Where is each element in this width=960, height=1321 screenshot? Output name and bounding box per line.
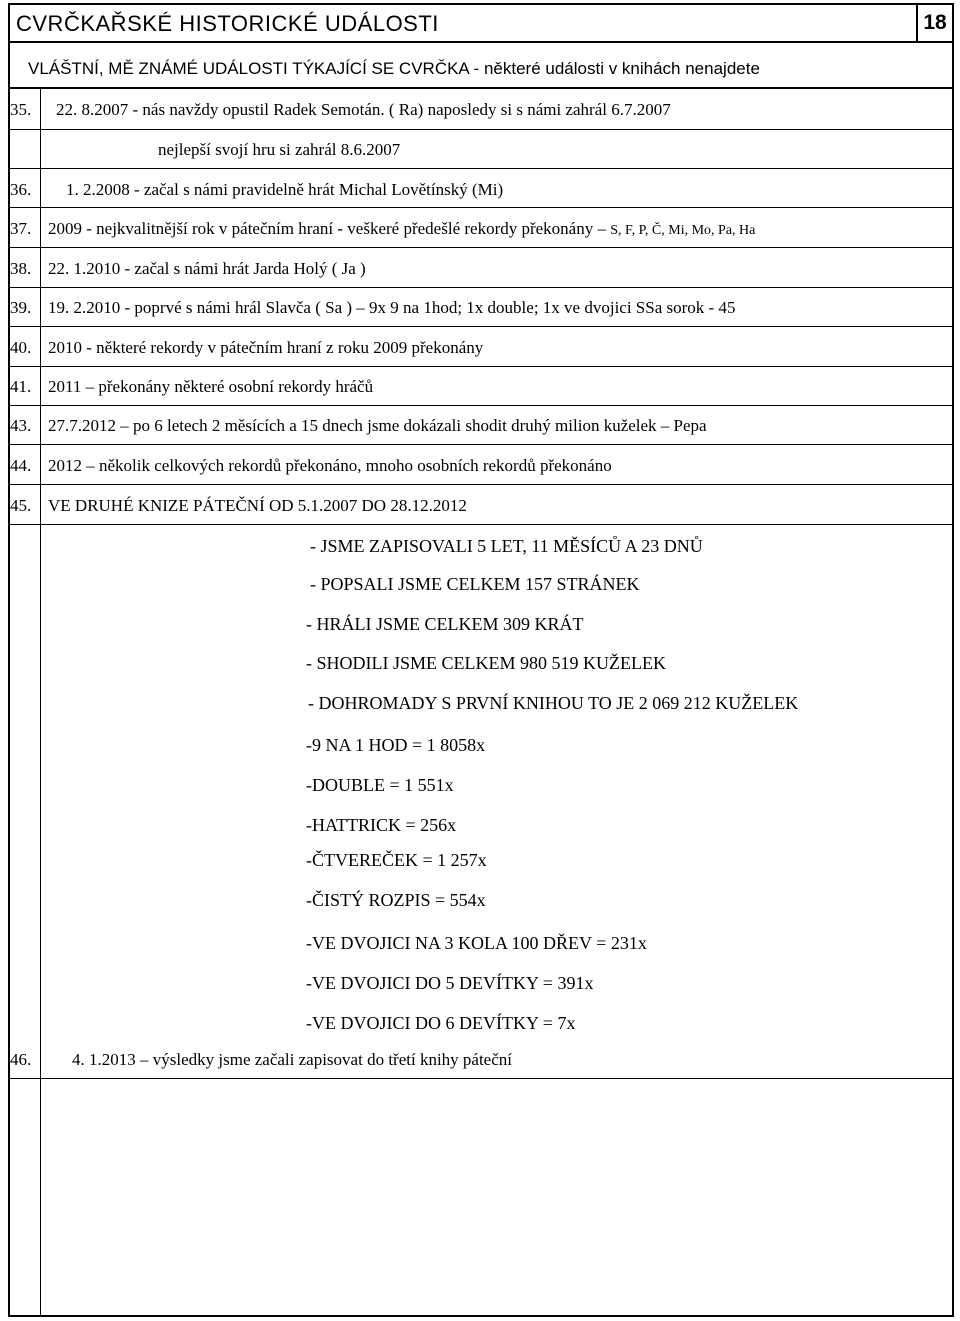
entry-text: 27.7.2012 – po 6 letech 2 měsících a 15 dnech jsme dokázali shodit druhý milion kuželek – Pepa: [48, 416, 707, 435]
column-divider: [40, 88, 41, 1317]
summary-line: -9 NA 1 HOD = 1 8058x: [306, 735, 486, 755]
summary-line: -VE DVOJICI DO 5 DEVÍTKY = 391x: [306, 973, 594, 993]
row-separator: [10, 247, 952, 248]
entry-number: 43.: [10, 416, 32, 435]
row-separator: [10, 287, 952, 288]
entry-text: 2011 – překonány některé osobní rekordy hráčů: [48, 377, 374, 396]
page-number-box: [916, 5, 952, 41]
entry-text: 22. 8.2007 - nás navždy opustil Radek Semotán. ( Ra) naposledy si s námi zahrál 6.7.2007: [56, 100, 671, 119]
row-separator: [10, 1078, 952, 1079]
summary-line: -VE DVOJICI DO 6 DEVÍTKY = 7x: [306, 1013, 576, 1033]
row-separator: [10, 366, 952, 367]
entry-number: 45.: [10, 496, 32, 515]
row-separator: [10, 326, 952, 327]
entry-text: [48, 219, 755, 239]
row-separator: [10, 405, 952, 406]
entry-number: 46.: [10, 1050, 32, 1069]
page-number: 18: [923, 11, 947, 34]
entry-number: 35.: [10, 100, 32, 119]
subtitle: VLÁŠTNÍ, MĚ ZNÁMÉ UDÁLOSTI TÝKAJÍCÍ SE CVRČKA - některé události v knihách nenajdete: [28, 59, 760, 78]
summary-line: -ČTVEREČEK = 1 257x: [306, 850, 487, 870]
entry-number: 40.: [10, 338, 32, 357]
summary-line: - SHODILI JSME CELKEM 980 519 KUŽELEK: [306, 653, 666, 673]
entry-text: VE DRUHÉ KNIZE PÁTEČNÍ OD 5.1.2007 DO 28.12.2012: [48, 496, 467, 515]
entry-number: 36.: [10, 180, 32, 199]
summary-line: - HRÁLI JSME CELKEM 309 KRÁT: [306, 614, 584, 634]
summary-line: -VE DVOJICI NA 3 KOLA 100 DŘEV = 231x: [306, 933, 647, 953]
entry-text: 19. 2.2010 - poprvé s námi hrál Slavča ( Sa ) – 9x 9 na 1hod; 1x double; 1x ve dvojici SSa sorok - 45: [48, 298, 736, 317]
summary-line: -HATTRICK = 256x: [306, 815, 457, 835]
entry-text: 4. 1.2013 – výsledky jsme začali zapisovat do třetí knihy páteční: [72, 1050, 512, 1069]
entry-player-list: S, F, P, Č, Mi, Mo, Pa, Ha: [610, 223, 756, 238]
title-box: [8, 3, 954, 43]
row-separator: [10, 484, 952, 485]
summary-line: -DOUBLE = 1 551x: [306, 775, 454, 795]
entry-text: nejlepší svojí hru si zahrál 8.6.2007: [158, 140, 401, 159]
subtitle-row: [8, 43, 954, 89]
row-separator: [10, 168, 952, 169]
row-separator: [10, 129, 952, 130]
entry-number: 37.: [10, 219, 32, 238]
summary-line: -ČISTÝ ROZPIS = 554x: [306, 890, 486, 910]
entry-number: 41.: [10, 377, 32, 396]
entry-text: 22. 1.2010 - začal s námi hrát Jarda Holý ( Ja ): [48, 259, 366, 278]
entry-text: 1. 2.2008 - začal s námi pravidelně hrát Michal Lovětínský (Mi): [66, 180, 504, 199]
entry-number: 44.: [10, 456, 32, 475]
row-separator: [10, 207, 952, 208]
page-title: CVRČKAŘSKÉ HISTORICKÉ UDÁLOSTI: [16, 11, 439, 36]
entry-number: 38.: [10, 259, 32, 278]
entry-main-text: 2009 - nejkvalitnější rok v pátečním hraní - veškeré předešlé rekordy překonány –: [48, 219, 606, 238]
summary-line: - DOHROMADY S PRVNÍ KNIHOU TO JE 2 069 212 KUŽELEK: [308, 693, 799, 713]
entry-number: 39.: [10, 298, 32, 317]
summary-line: - POPSALI JSME CELKEM 157 STRÁNEK: [310, 574, 640, 594]
row-separator: [10, 524, 952, 525]
entry-text: 2010 - některé rekordy v pátečním hraní z roku 2009 překonány: [48, 338, 484, 357]
summary-line: - JSME ZAPISOVALI 5 LET, 11 MĚSÍCŮ A 23 DNŮ: [310, 536, 703, 556]
row-separator: [10, 444, 952, 445]
entry-text: 2012 – několik celkových rekordů překonáno, mnoho osobních rekordů překonáno: [48, 456, 612, 475]
